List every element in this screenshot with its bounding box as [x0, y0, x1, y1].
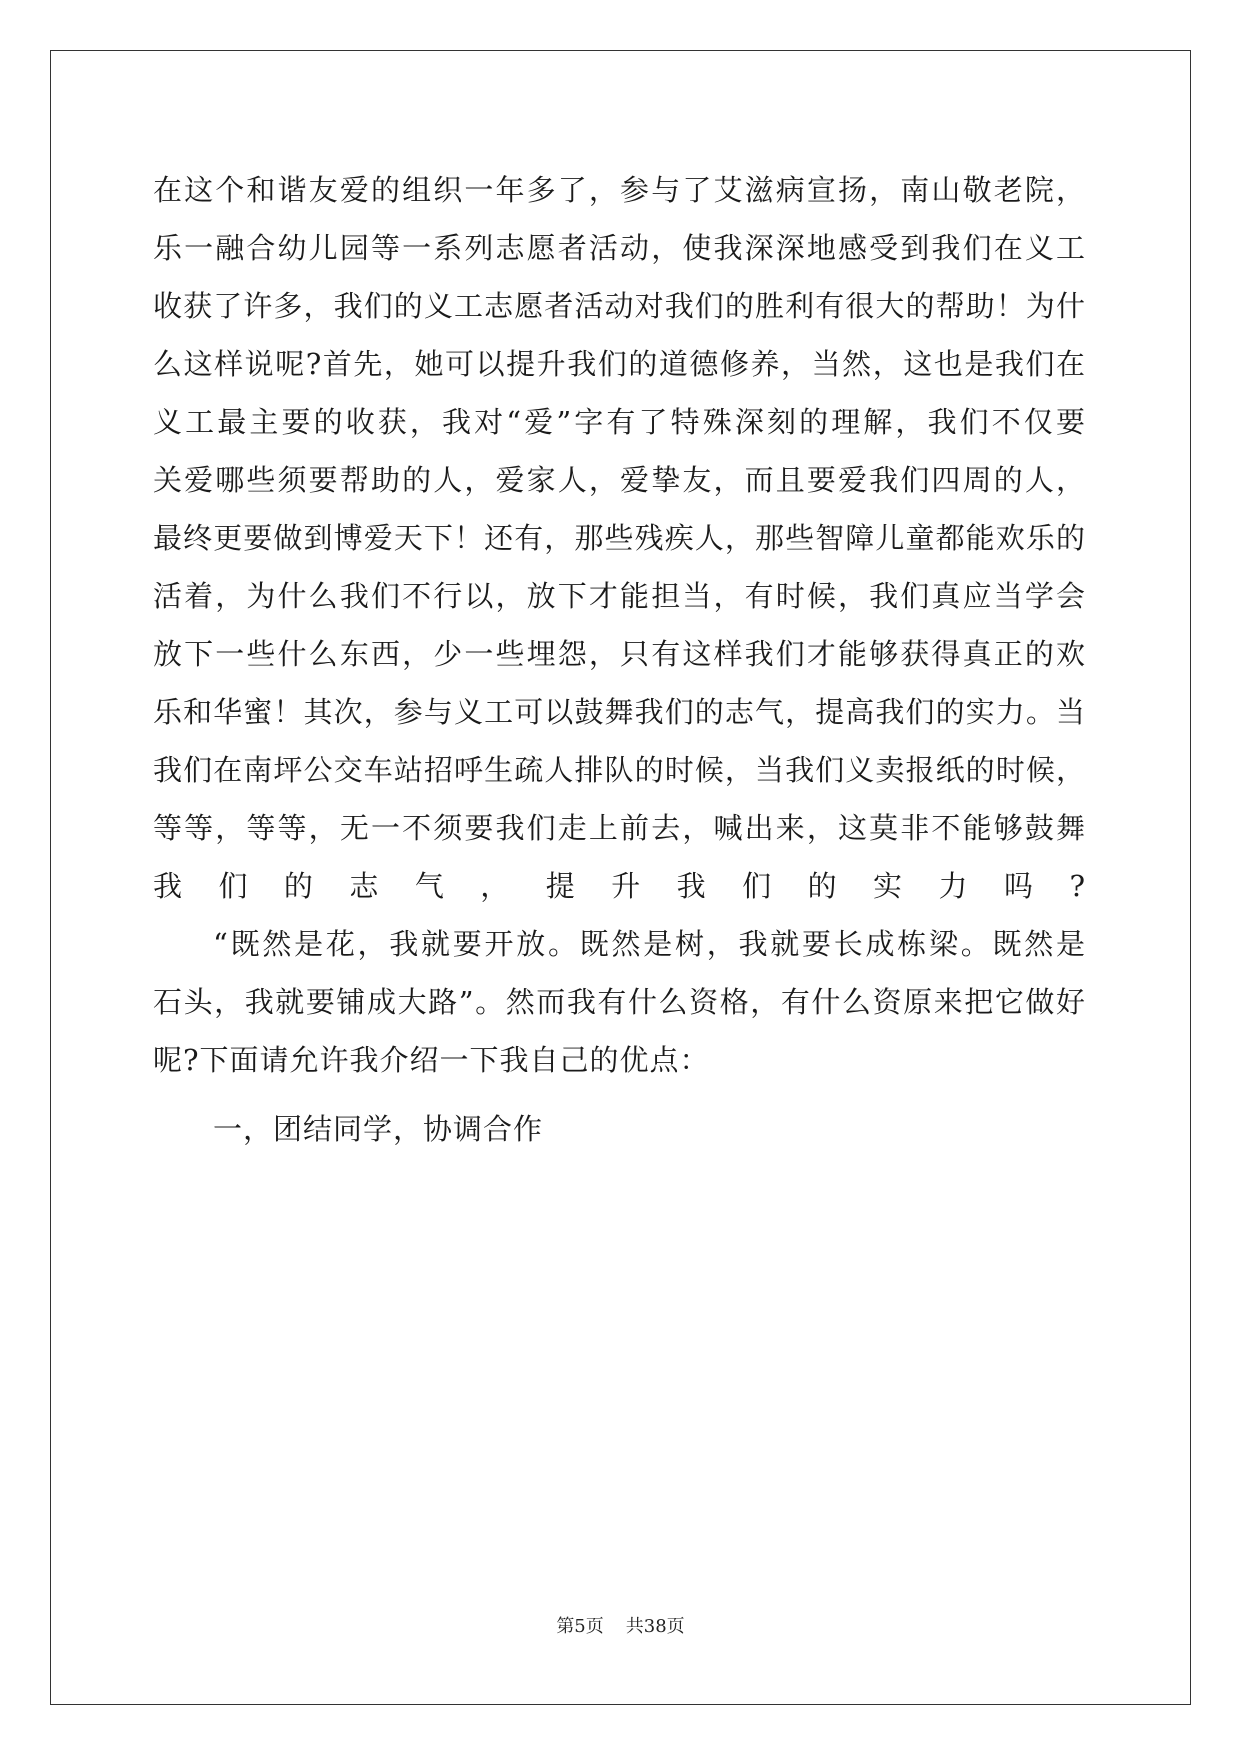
paragraph-line: 我们在南坪公交车站招呼生疏人排队的时候，当我们义卖报纸的时候， — [153, 753, 1086, 787]
paragraph-line: 活着，为什么我们不行以，放下才能担当，有时候，我们真应当学会 — [153, 579, 1086, 613]
paragraph-line: 等等，等等，无一不须要我们走上前去，喊出来，这莫非不能够鼓舞 — [153, 811, 1086, 845]
page-number: 第5页 — [556, 1616, 604, 1637]
paragraph-line: 乐和华蜜！其次，参与义工可以鼓舞我们的志气，提高我们的实力。当 — [153, 695, 1086, 729]
paragraph-line: 义工最主要的收获，我对“爱”字有了特殊深刻的理解，我们不仅要 — [153, 405, 1086, 439]
page-total: 共38页 — [625, 1616, 685, 1637]
paragraph-line: 放下一些什么东西，少一些埋怨，只有这样我们才能够获得真正的欢 — [153, 637, 1086, 671]
paragraph-line: 在这个和谐友爱的组织一年多了，参与了艾滋病宣扬，南山敬老院， — [153, 173, 1086, 207]
page-footer — [0, 1616, 1241, 1638]
section-heading: 一，团结同学，协调合作 — [213, 1112, 544, 1146]
paragraph-line: 乐一融合幼儿园等一系列志愿者活动，使我深深地感受到我们在义工 — [153, 231, 1086, 265]
paragraph-line: 么这样说呢?首先，她可以提升我们的道德修养，当然，这也是我们在 — [153, 347, 1086, 381]
paragraph-line: “既然是花，我就要开放。既然是树，我就要长成栋梁。既然是 — [213, 927, 1086, 961]
paragraph-line: 呢?下面请允许我介绍一下我自己的优点： — [153, 1043, 710, 1077]
paragraph-line: 我们的志气，提升我们的实力吗? — [153, 869, 1086, 903]
paragraph-line: 关爱哪些须要帮助的人，爱家人，爱挚友，而且要爱我们四周的人， — [153, 463, 1086, 497]
paragraph-line: 收获了许多，我们的义工志愿者活动对我们的胜利有很大的帮助！为什 — [153, 289, 1086, 323]
paragraph-line: 石头，我就要铺成大路”。然而我有什么资格，有什么资原来把它做好 — [153, 985, 1086, 1019]
paragraph-line: 最终更要做到博爱天下！还有，那些残疾人，那些智障儿童都能欢乐的 — [153, 521, 1086, 555]
